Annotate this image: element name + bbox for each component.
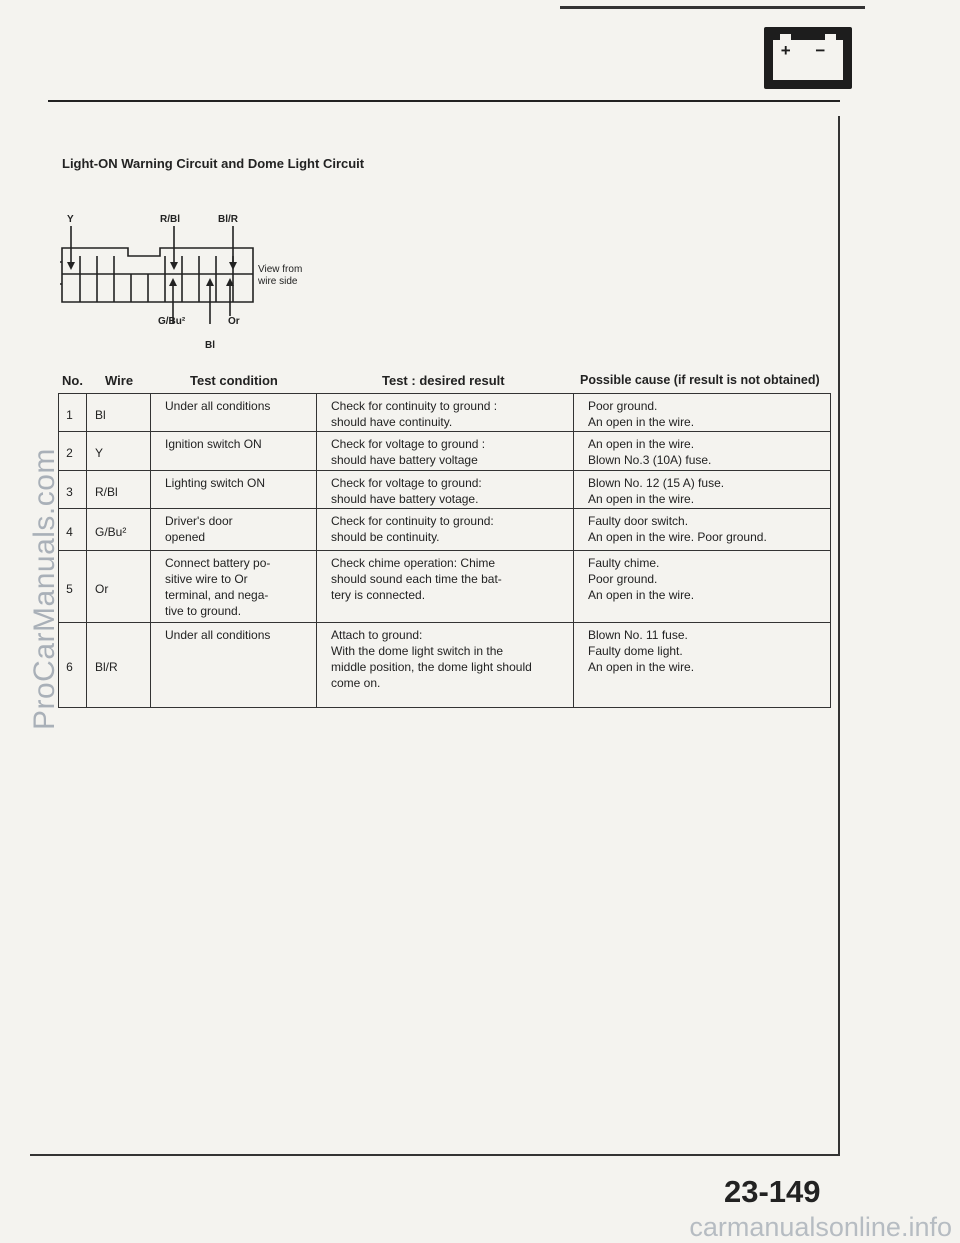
battery-symbol: + −	[780, 41, 836, 60]
wire-label-bl-r: Bl/R	[218, 214, 238, 225]
battery-icon	[764, 27, 852, 89]
row-condition: Ignition switch ON	[151, 432, 317, 471]
row-condition: Lighting switch ON	[151, 471, 317, 509]
row-cause: Blown No. 12 (15 A) fuse. An open in the wire.	[574, 471, 831, 509]
row-cause: Faulty door switch. An open in the wire. Poor ground.	[574, 509, 831, 551]
row-condition: Driver's door opened	[151, 509, 317, 551]
row-condition: Connect battery po- sitive wire to Or terminal, and nega- tive to ground.	[151, 551, 317, 623]
row-wire: Y	[87, 432, 151, 471]
row-wire: Bl/R	[87, 623, 151, 708]
row-result: Attach to ground: With the dome light switch in the middle position, the dome light should come on.	[317, 623, 574, 708]
row-wire: Bl	[87, 394, 151, 432]
row-result: Check chime operation: Chime should sound each time the bat- tery is connected.	[317, 551, 574, 623]
row-condition: Under all conditions	[151, 623, 317, 708]
row-wire: Or	[87, 551, 151, 623]
row-number: 4	[59, 509, 87, 551]
row-result: Check for voltage to ground : should have battery voltage	[317, 432, 574, 471]
row-number: 2	[59, 432, 87, 471]
wire-label-or: Or	[228, 316, 240, 327]
col-header-possible-cause: Possible cause (if result is not obtained)	[580, 373, 820, 387]
page-number: 23-149	[724, 1174, 821, 1209]
col-header-wire: Wire	[105, 373, 134, 388]
row-number: 3	[59, 471, 87, 509]
col-header-no: No.	[62, 373, 83, 388]
table-row	[59, 432, 831, 471]
table-row	[59, 394, 831, 432]
table-row	[59, 623, 831, 708]
wire-label-bl: Bl	[205, 340, 215, 351]
row-number: 5	[59, 551, 87, 623]
table-row	[59, 509, 831, 551]
table-row	[59, 471, 831, 509]
connector-diagram	[60, 212, 280, 362]
frame-right-rule	[838, 116, 840, 1156]
row-cause: Blown No. 11 fuse. Faulty dome light. An open in the wire.	[574, 623, 831, 708]
wire-label-y: Y	[67, 214, 74, 225]
footer-rule	[30, 1154, 840, 1156]
row-wire: G/Bu²	[87, 509, 151, 551]
wire-label-g-bu2: G/Bu²	[158, 316, 186, 327]
row-number: 6	[59, 623, 87, 708]
troubleshooting-table	[58, 393, 831, 708]
row-result: Check for voltage to ground: should have battery votage.	[317, 471, 574, 509]
table-row	[59, 551, 831, 623]
connector-outline	[60, 212, 280, 362]
connector-view-note: View from wire side	[258, 264, 303, 287]
col-header-desired-result: Test : desired result	[382, 373, 505, 388]
row-number: 1	[59, 394, 87, 432]
header-rule-top	[560, 6, 865, 9]
side-watermark: ProCarManuals.com	[28, 448, 61, 730]
col-header-test-condition: Test condition	[190, 373, 278, 388]
row-result: Check for continuity to ground: should be continuity.	[317, 509, 574, 551]
row-cause: Faulty chime. Poor ground. An open in the wire.	[574, 551, 831, 623]
row-result: Check for continuity to ground : should have continuity.	[317, 394, 574, 432]
row-cause: Poor ground. An open in the wire.	[574, 394, 831, 432]
header-rule	[48, 100, 840, 102]
row-wire: R/Bl	[87, 471, 151, 509]
row-cause: An open in the wire. Blown No.3 (10A) fuse.	[574, 432, 831, 471]
row-condition: Under all conditions	[151, 394, 317, 432]
wire-label-r-bl: R/Bl	[160, 214, 180, 225]
bottom-watermark: carmanualsonline.info	[689, 1212, 952, 1242]
section-title: Light-ON Warning Circuit and Dome Light Circuit	[62, 156, 365, 171]
